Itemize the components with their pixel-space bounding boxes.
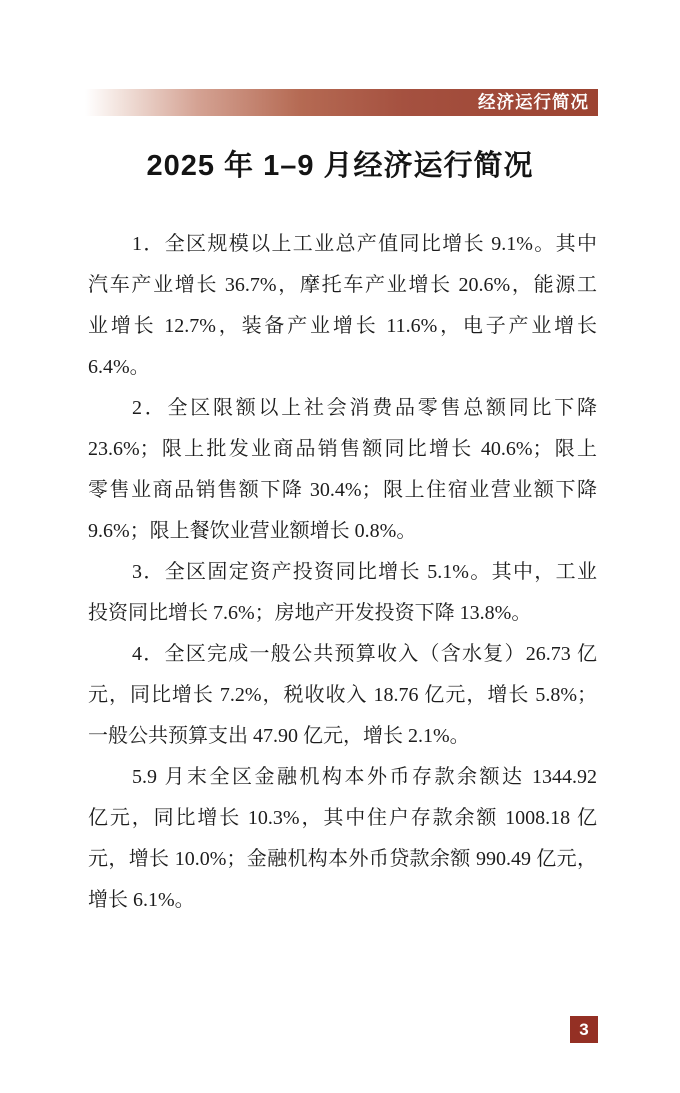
text-line: 元，增长 10.0%；金融机构本外币贷款余额 990.49 亿元， [88, 848, 597, 870]
text-line: 汽车产业增长 36.7%，摩托车产业增长 20.6%，能源工 [88, 274, 597, 296]
paragraph [88, 224, 597, 388]
document-body [88, 224, 597, 921]
page-title: 2025 年 1–9 月经济运行简况 [146, 150, 534, 182]
paragraph [88, 552, 597, 634]
text-line: 5.9 月末全区金融机构本外币存款余额达 1344.92 [132, 766, 597, 788]
header-bar [85, 89, 598, 116]
text-line: 零售业商品销售额下降 30.4%；限上住宿业营业额下降 [88, 479, 597, 501]
page-number-badge: 3 [570, 1016, 598, 1043]
text-line: 一般公共预算支出 47.90 亿元，增长 2.1%。 [88, 725, 470, 747]
text-line: 4．全区完成一般公共预算收入（含水复）26.73 亿 [132, 643, 597, 665]
text-line: 元，同比增长 7.2%，税收收入 18.76 亿元，增长 5.8%； [88, 684, 597, 706]
text-line: 业增长 12.7%，装备产业增长 11.6%，电子产业增长 [88, 315, 597, 337]
text-line: 1．全区规模以上工业总产值同比增长 9.1%。其中 [132, 233, 597, 255]
paragraph [88, 634, 597, 757]
text-line: 2．全区限额以上社会消费品零售总额同比下降 [132, 397, 597, 419]
text-line: 23.6%；限上批发业商品销售额同比增长 40.6%；限上 [88, 438, 597, 460]
text-line: 6.4%。 [88, 356, 150, 378]
paragraph [88, 388, 597, 552]
header-section-label: 经济运行简况 [478, 91, 589, 112]
text-line: 增长 6.1%。 [88, 889, 195, 911]
paragraph [88, 757, 597, 921]
text-line: 亿元，同比增长 10.3%，其中住户存款余额 1008.18 亿 [88, 807, 597, 829]
text-line: 9.6%；限上餐饮业营业额增长 0.8%。 [88, 520, 417, 542]
text-line: 3．全区固定资产投资同比增长 5.1%。其中，工业 [132, 561, 597, 583]
text-line: 投资同比增长 7.6%；房地产开发投资下降 13.8%。 [88, 602, 532, 624]
